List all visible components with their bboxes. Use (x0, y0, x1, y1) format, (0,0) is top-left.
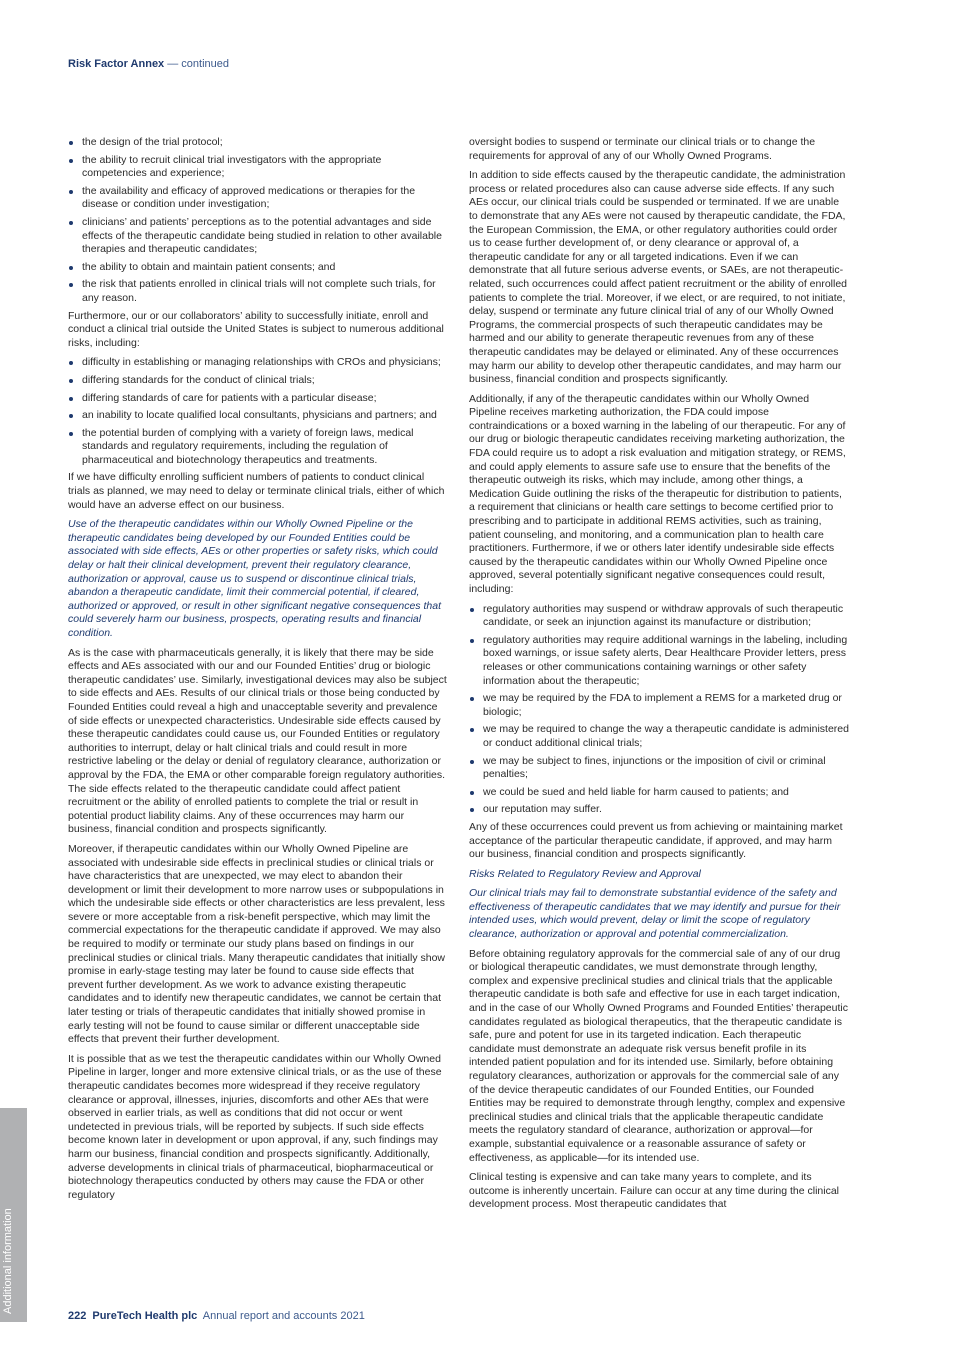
list-item: the design of the trial protocol; (68, 136, 448, 150)
paragraph: As is the case with pharmaceuticals generally, it is likely that there may be side effects and AEs associated with our and our Founded Entities’ drug or biologic therapeutic candidates’ use. Similarly, investigational devices may also be subject to side effects and AEs. Results of our clinical trials or those being conducted by Founded Entities could reveal a high and unacceptable severity and prevalence of side effects or unexpected characteristics. Undesirable side effects caused by these therapeutic candidates could cause us, our Founded Entities or regulatory authorities to interrupt, delay or halt clinical trials and could result in more restrictive labeling or the delay or denial of regulatory clearance, authorization or approval by the FDA, the EMA or other comparable foreign regulatory authorities. The side effects related to the therapeutic candidate could affect patient recruitment or the ability of enrolled patients to complete the trial or result in potential product liability claims. Any of these occurrences may harm our business, financial condition and prospects significantly. (68, 646, 447, 836)
right-column (469, 136, 849, 1218)
report-title: Annual report and accounts 2021 (202, 1310, 365, 1322)
list-item: we may be required by the FDA to implement a REMS for a marketed drug or biologic; (469, 692, 849, 719)
list-item: our reputation may suffer. (469, 803, 849, 817)
risk-heading: Use of the therapeutic candidates within our Wholly Owned Pipeline or the therapeutic candidates being developed by our Founded Entities could be associated with side effects, AEs or other properties or safety risks, which could delay or halt their clinical development, prevent their regulatory clearance, authorization or approval, cause us to suspend or discontinue clinical trials, abandon a therapeutic candidate, limit their commercial potential, if cleared, authorized or approved, or result in other significant negative consequences that could severely harm our business, prospects, operating results and financial condition. (68, 518, 441, 639)
list-item: difficulty in establishing or managing relationships with CROs and physicians; (68, 356, 448, 370)
paragraph: Any of these occurrences could prevent us from achieving or maintaining market acceptance of the particular therapeutic candidate, if approved, and may harm our business, financial condition and prospects significantly. (469, 820, 843, 861)
list-item: clinicians’ and patients’ perceptions as to the potential advantages and side effects of the therapeutic candidate being studied in relation to other available therapies and therapeutic candidates; (68, 216, 448, 257)
paragraph: oversight bodies to suspend or terminate our clinical trials or to change the requirements for approval of any of our Wholly Owned Programs. (469, 136, 816, 162)
paragraph: If we have difficulty enrolling sufficient numbers of patients to conduct clinical trials as planned, we may need to delay or terminate clinical trials, either of which would have an adverse effect on our business. (68, 471, 445, 511)
paragraph: Clinical testing is expensive and can take many years to complete, and its outcome is inherently uncertain. Failure can occur at any time during the clinical development process. Most therapeutic candidates that (469, 1171, 840, 1211)
list-item: the ability to obtain and maintain patient consents; and (68, 261, 448, 275)
consequences-list (469, 603, 849, 817)
company-name: PureTech Health plc (92, 1310, 198, 1322)
section-side-tab (0, 1108, 27, 1322)
list-item: regulatory authorities may require additional warnings in the labeling, including boxed warnings, or issue safety alerts, Dear Healthcare Provider letters, press releases or other communications containing warnings or other safety information about the therapeutic; (469, 634, 849, 688)
paragraph: Moreover, if therapeutic candidates within our Wholly Owned Pipeline are associated with undesirable side effects in preclinical studies or clinical trials or have characteristics that are unexpected, we may elect to abandon their development or limit their development to more narrow uses or subpopulations in which the undesirable side effects or other characteristics are less prevalent, less severe or more acceptable from a risk-benefit perspective, which may limit the commercial expectations for the therapeutic candidate if approved. We may also be required to modify or terminate our study plans based on findings in our preclinical studies or clinical trials. Many therapeutic candidates that initially show promise in early-stage testing may later be found to cause side effects that prevent further development. As we work to advance existing therapeutic candidates and to identify new therapeutic candidates, we cannot be certain that later testing or trials of therapeutic candidates that initially showed promise in early testing will not be found to cause similar or different unacceptable side effects that prevent their further development. (68, 842, 446, 1046)
list-item: the availability and efficacy of approved medications or therapies for the disease or condition under investigation; (68, 185, 448, 212)
list-item: differing standards for the conduct of clinical trials; (68, 374, 448, 388)
list-item: we may be subject to fines, injunctions or the imposition of civil or criminal penalties; (469, 755, 849, 782)
paragraph: Additionally, if any of the therapeutic candidates within our Wholly Owned Pipeline receives marketing authorization, the FDA could impose contraindications or a boxed warning in the labeling of our therapeutic. For any of our drug or biologic therapeutic candidates receiving marketing authorization, the FDA could require us to adopt a risk evaluation and mitigation strategy, or REMS, and could apply elements to assure safe use to ensure that the benefits of the therapeutic outweigh its risks, which may include, among other things, a Medication Guide outlining the risks of the therapeutic for distribution to patients, a requirement that clinicians or health care settings to become certified prior to prescribing and to participate in additional REMS activities, such as training, patient counseling, and monitoring, and a communication plan to health care practitioners. Furthermore, if we or others later identify undesirable side effects caused by the therapeutic candidates within our Wholly Owned Pipeline once approved, several potentially significant negative consequences could result, including: (469, 392, 846, 595)
left-column (68, 136, 448, 1208)
list-item: regulatory authorities may suspend or withdraw approvals of such therapeutic candidate, or seek an injunction against its manufacture or distribution; (469, 603, 849, 630)
list-item: the potential burden of complying with a variety of foreign laws, medical standards and regulatory requirements, including the regulation of pharmaceutical and biotechnology therapeutics and treatments. (68, 427, 448, 468)
list-item: an inability to locate qualified local consultants, physicians and partners; and (68, 409, 448, 423)
list-item: we may be required to change the way a therapeutic candidate is administered or conduct additional clinical trials; (469, 723, 849, 750)
trial-factors-list (68, 136, 448, 306)
paragraph: It is possible that as we test the therapeutic candidates within our Wholly Owned Pipeline in larger, longer and more extensive clinical trials, or as the use of these therapeutic candidates becomes more widespread if they receive regulatory clearance or approval, illnesses, injuries, discomforts and other AEs that were observed in earlier trials, as well as conditions that did not occur or went undetected in previous trials, will be reported by subjects. If such side effects become known later in development or upon approval, if any, such findings may harm our business, financial condition and prospects significantly. Additionally, adverse developments in clinical trials of pharmaceutical, biopharmaceutical or biotechnology therapeutics conducted by others may cause the FDA or other regulatory (68, 1052, 442, 1201)
page-number: 222 (68, 1310, 87, 1322)
paragraph: Furthermore, our or our collaborators’ ability to successfully initiate, enroll and conduct a clinical trial outside the United States is subject to numerous additional risks, including: (68, 309, 444, 349)
list-item: the ability to recruit clinical trial investigators with the appropriate competencies and experience; (68, 154, 448, 181)
side-tab-label: Additional information (2, 1208, 14, 1314)
paragraph: In addition to side effects caused by the therapeutic candidate, the administration process or related procedures also can cause adverse side effects. If any such AEs occur, our clinical trials could be suspended or terminated. If we are unable to demonstrate that any AEs were not caused by therapeutic candidate, the FDA, the European Commission, the EMA, or other regulatory authorities could order us to cease further development of, or deny clearance or approval of, a therapeutic candidate for any or all targeted indications. Even if we can demonstrate that all future serious adverse events, or SAEs, are not therapeutic-related, such occurrences could affect patient recruitment or the ability of enrolled patients to complete the trial. Moreover, if we elect, or are required, to not initiate, delay, suspend or terminate any future clinical trial of any of our Wholly Owned Programs, the commercial prospects of such therapeutic candidates may be harmed and our ability to generate therapeutic revenues from any of these therapeutic candidates may be delayed or eliminated. Any of these occurrences may harm our ability to develop other therapeutic candidates, and may harm our business, financial condition and prospects significantly. (469, 169, 848, 386)
section-continued: — continued (164, 58, 230, 70)
list-item: differing standards of care for patients with a particular disease; (68, 392, 448, 406)
section-subheading: Risks Related to Regulatory Review and Approval (469, 867, 701, 880)
risk-heading: Our clinical trials may fail to demonstrate substantial evidence of the safety and effectiveness of therapeutic candidates that we may identify and pursue for their intended uses, which would prevent, delay or limit the scope of regulatory clearance, authorization or approval and potential commercialization. (469, 887, 841, 941)
page-footer (68, 1310, 365, 1322)
section-title: Risk Factor Annex (68, 58, 165, 70)
paragraph: Before obtaining regulatory approvals for the commercial sale of any of our drug or biological therapeutic candidates, we must demonstrate through lengthy, complex and expensive preclinical studies and clinical trials that the applicable therapeutic candidate is both safe and effective for use in each target indication, and in the case of our Wholly Owned Programs and Founded Entities’ therapeutic candidates regulated as biological therapeutics, that the therapeutic candidate is safe, pure and potent for use in its targeted indication. Each therapeutic candidate must demonstrate an adequate risk versus benefit profile in its intended patient population and for its intended use. Similarly, before obtaining regulatory clearances, authorization or approvals for the commercial sale of any of the device therapeutic candidates of our Founded Entities, our Founded Entities may be required to demonstrate through lengthy, complex and expensive preclinical studies and clinical trials that the applicable therapeutic candidate meets the regulatory standard of clearance, authorization or approval—for example, substantial equivalence or a reasonable assurance of safety or effectiveness, as applicable—for its intended use. (469, 947, 848, 1164)
foreign-risks-list (68, 356, 448, 467)
list-item: we could be sued and held liable for harm caused to patients; and (469, 786, 849, 800)
running-header (68, 58, 229, 70)
list-item: the risk that patients enrolled in clinical trials will not complete such trials, for any reason. (68, 278, 448, 305)
